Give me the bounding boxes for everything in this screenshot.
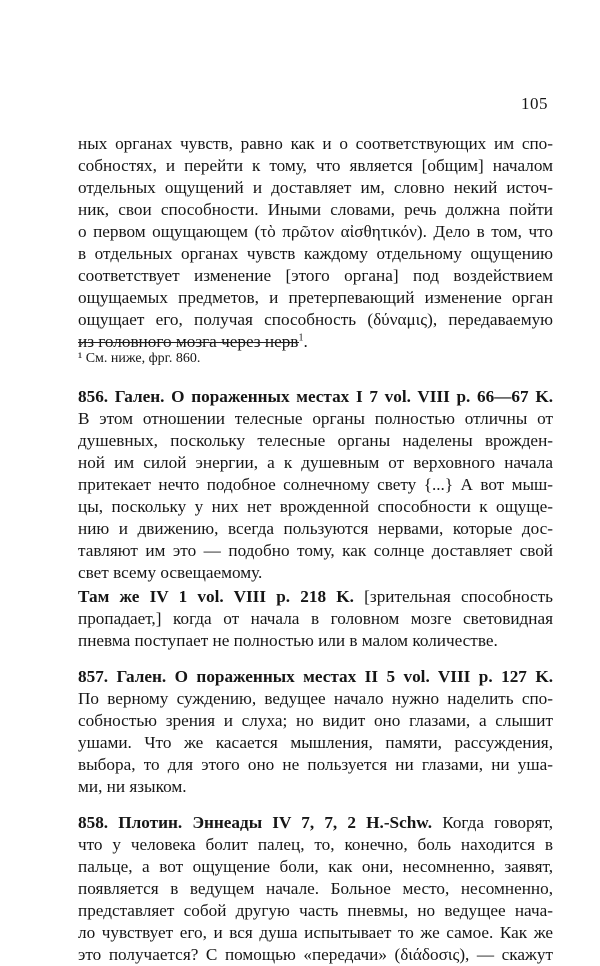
subsection-heading: Там же IV 1 vol. VIII p. 218 K. — [78, 587, 354, 606]
text-line: появляется в ведущем начале. Больное место, несомненно, — [78, 879, 553, 898]
text-line: отдельных ощущений и доставляет им, словно некий источ- — [78, 178, 553, 197]
period: . — [303, 332, 308, 351]
section-heading-856: 856. Гален. О пораженных местах I 7 vol. VIII p. 66—67 K. — [78, 387, 553, 406]
text-line: пропадает,] когда от начала в головном мозге световидная — [78, 609, 553, 628]
text-line: свет всему освещаемому. — [78, 563, 263, 582]
text-line: ушами. Что же касается мышления, памяти, рассуждения, — [78, 733, 553, 752]
text-line: тавляют им это — подобно тому, как солнце доставляет свой — [78, 541, 553, 560]
text-line: в отдельных органах чувств каждому отдельному ощущению — [78, 244, 553, 263]
text-line: нию и движению, всегда пользуются нервами, которые дос- — [78, 519, 553, 538]
text-line: представляет собой другую часть пневмы, но ведущее нача- — [78, 901, 553, 920]
text-line: пальце, а вот ощущение боли, как они, несомненно, заявят, — [78, 857, 553, 876]
text-line: цы, поскольку у них нет врожденной способности к ощуще- — [78, 497, 553, 516]
text-line: ощущаемых предметов, и претерпевающий изменение орган — [78, 288, 553, 307]
text-line: притекает нечто подобное солнечному свету {...} А вот мыш- — [78, 475, 553, 494]
text-fragment: из головного мозга через нерв — [78, 332, 299, 351]
text-line — [78, 812, 553, 834]
text-line: душевных, поскольку телесные органы наделены врожден- — [78, 431, 553, 450]
text-line: ных органах чувств, равно как и о соответствующих им спо- — [78, 134, 553, 153]
text-line — [78, 586, 553, 608]
text-fragment: Когда говорят, — [432, 813, 553, 832]
text-line: собностях, и перейти к тому, что является [общим] началом — [78, 156, 553, 175]
footnote: ¹ См. ниже, фрг. 860. — [78, 351, 201, 366]
text-line: ло чувствует его, и вся душа испытывает то же самое. Как же — [78, 923, 553, 942]
text-line: ми, ни языком. — [78, 777, 187, 796]
text-line: ной им силой энергии, а к душевным от верховного начала — [78, 453, 553, 472]
text-line: это получается? С помощью «передачи» (διάδοσις), — скажут — [78, 945, 553, 964]
text-line: ник, свои способности. Иными словами, речь должна пойти — [78, 200, 553, 219]
text-line: выбора, то для этого оно не пользуется ни глазами, ни уша- — [78, 755, 553, 774]
footnote-separator — [78, 342, 299, 343]
text-line: По верному суждению, ведущее начало нужно наделить спо- — [78, 689, 553, 708]
text-line: соответствует изменение [этого органа] под воздействием — [78, 266, 553, 285]
text-line: что у человека болит палец, то, конечно, боль находится в — [78, 835, 553, 854]
text-line: ощущает его, получая способность (δύναμις), передаваемую — [78, 310, 553, 329]
text-line: В этом отношении телесные органы полностью отличны от — [78, 409, 553, 428]
section-heading-857: 857. Гален. О пораженных местах II 5 vol. VIII p. 127 K. — [78, 667, 553, 686]
footnote-marker: 1 — [298, 332, 304, 344]
text-fragment: [зрительная способность — [353, 587, 553, 606]
text-line: собностью зрения и слуха; но видит оно глазами, а слышит — [78, 711, 553, 730]
text-line: пневма поступает не полностью или в малом количестве. — [78, 631, 498, 650]
section-heading-858: 858. Плотин. Эннеады IV 7, 7, 2 H.-Schw. — [78, 813, 433, 832]
text-line: о первом ощущающем (τὸ πρῶτον αἰσθητικόν). Дело в том, что — [78, 222, 553, 241]
page-number: 105 — [521, 94, 548, 113]
